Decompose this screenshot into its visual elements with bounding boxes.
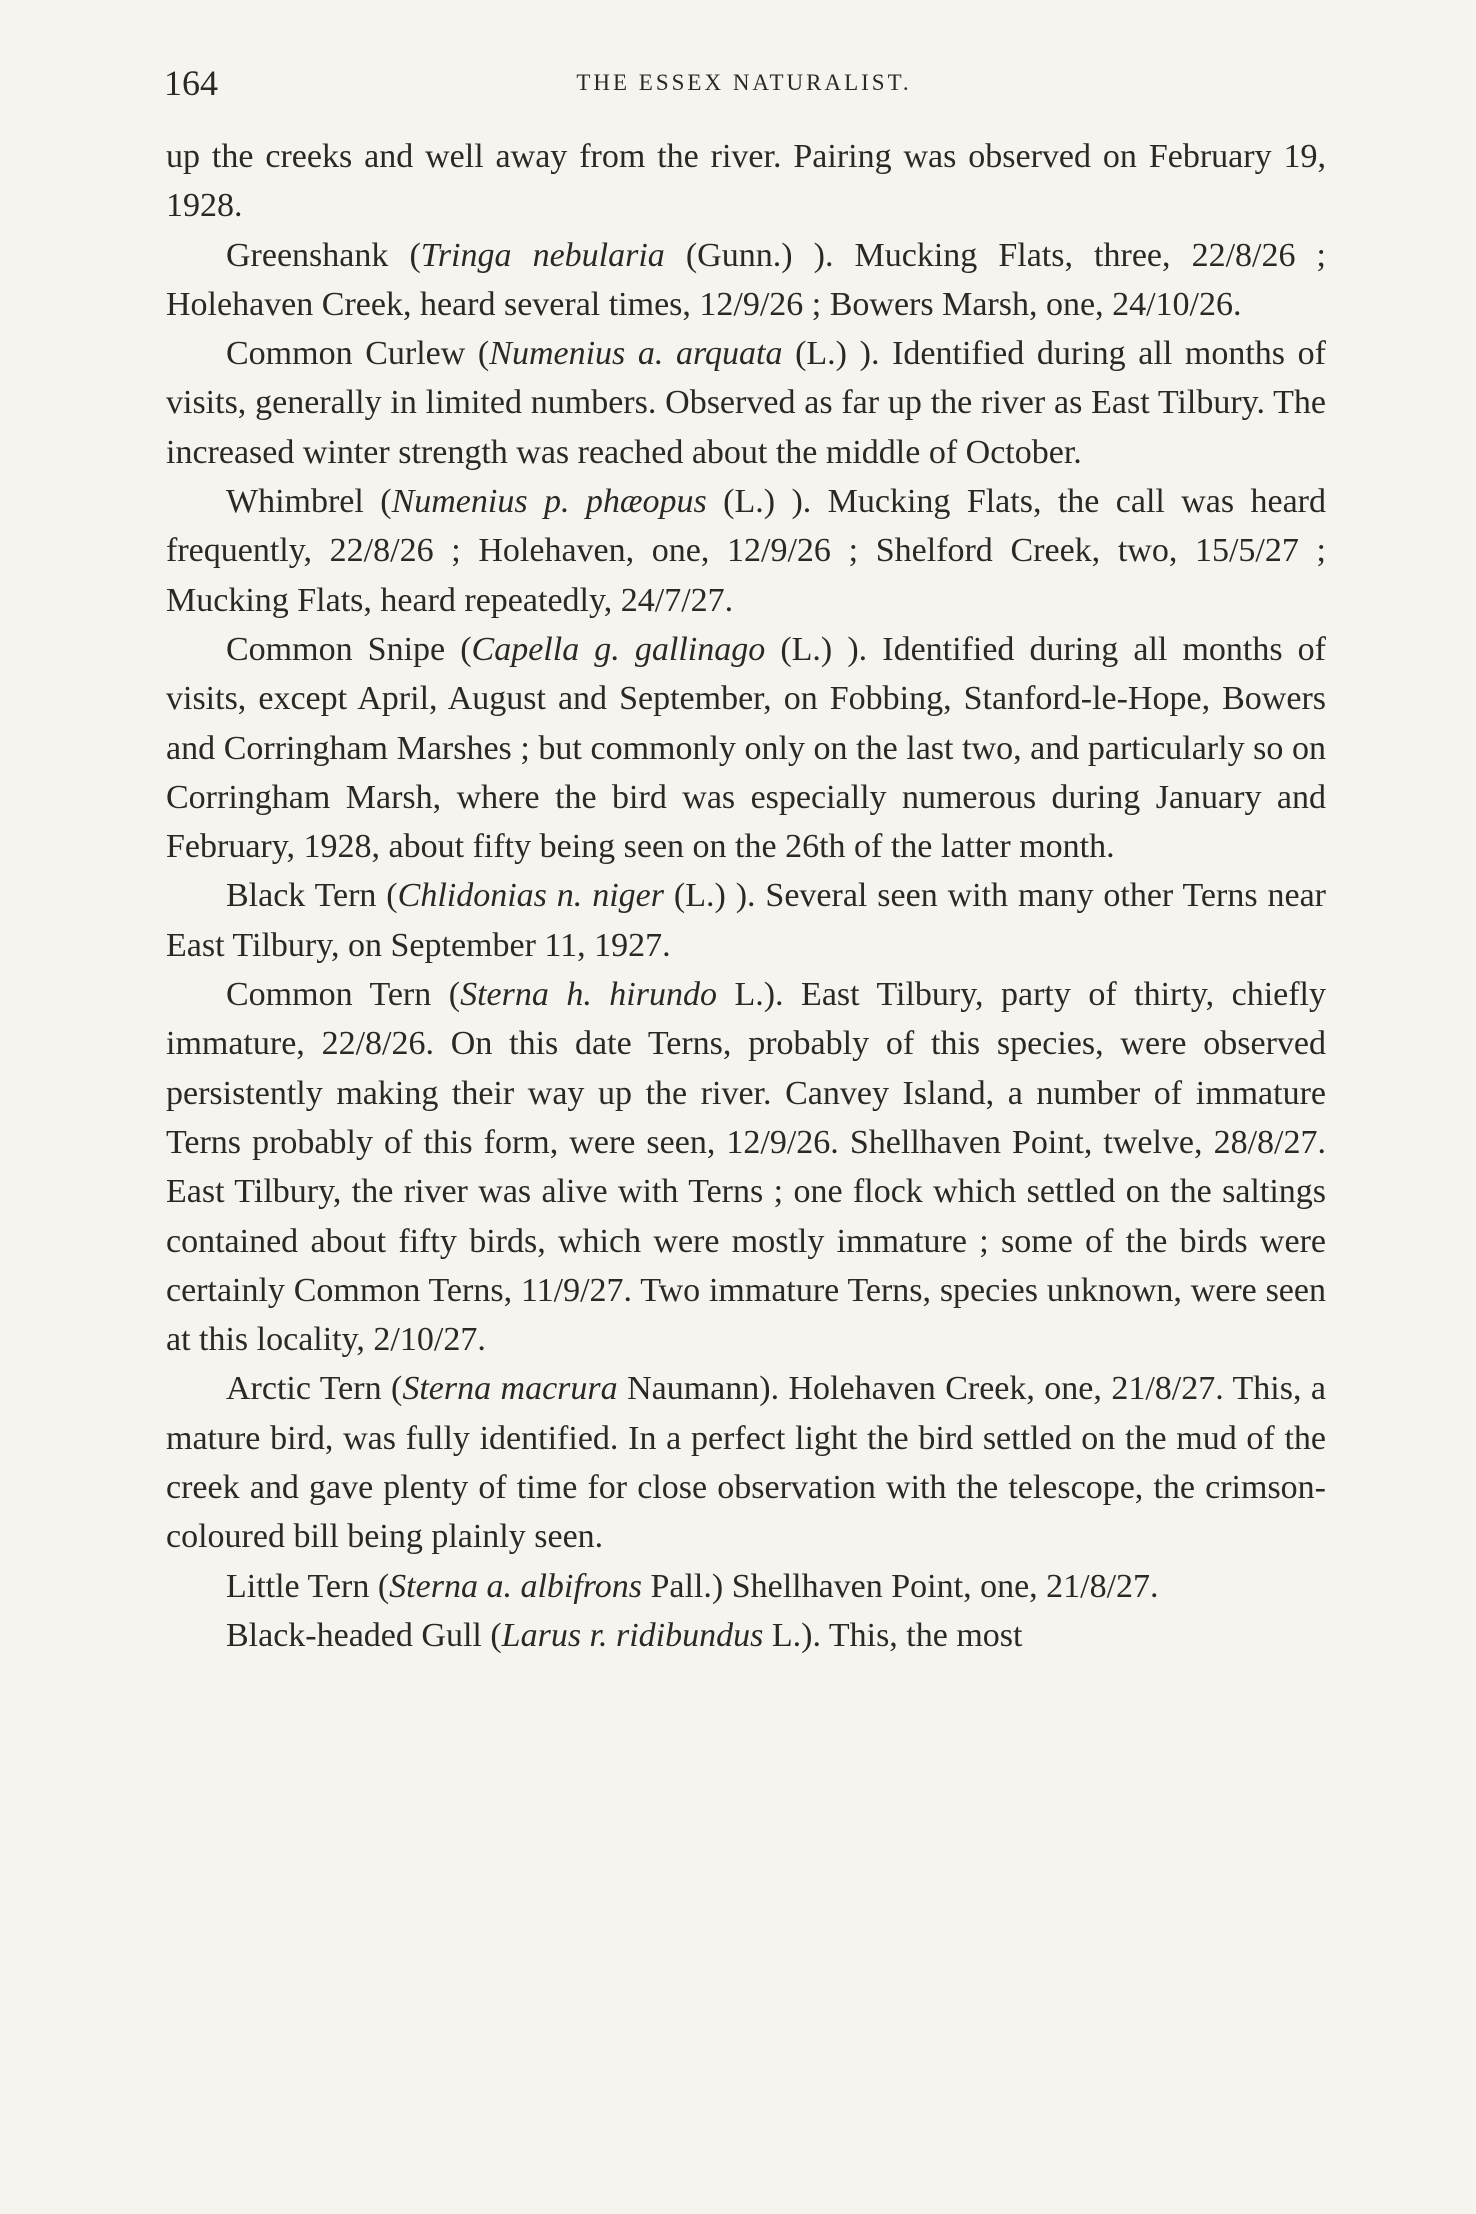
text-run: (L.) ). Several seen with many other Terns near East Tilbury, on September 11, 1927.	[166, 877, 1326, 964]
text-run: Arctic Tern (	[226, 1370, 403, 1408]
page-header	[164, 62, 1324, 112]
text-run: (L.) ). Identified during all months of visits, generally in limited numbers. Observed as far up the river as East Tilbury. The increased winter strength was reached about the middle of October.	[166, 335, 1326, 471]
paragraph	[166, 1562, 1326, 1611]
species-name: Numenius p. phæopus	[391, 483, 707, 521]
species-name: Sterna macrura	[402, 1370, 618, 1408]
page-number: 164	[164, 63, 218, 103]
running-head: THE ESSEX NATURALIST.	[576, 70, 912, 95]
text-run: Black Tern (	[226, 877, 398, 915]
text-run: Naumann). Holehaven Creek, one, 21/8/27. This, a mature bird, was fully identified. In a perfect light the bird settled on the mud of the creek and gave plenty of time for close observation with the telescope, the crimson-coloured bill being plainly seen.	[166, 1370, 1326, 1556]
text-run: L.). This, the most	[763, 1616, 1023, 1654]
paragraph	[166, 970, 1326, 1364]
paragraph	[166, 477, 1326, 625]
body-text	[166, 132, 1326, 1660]
paragraph	[166, 132, 1326, 231]
text-run: Pall.) Shellhaven Point, one, 21/8/27.	[641, 1567, 1159, 1605]
paragraph	[166, 625, 1326, 871]
paragraph	[166, 871, 1326, 970]
species-name: Sterna h. hirundo	[460, 976, 717, 1014]
text-run: L.). East Tilbury, party of thirty, chiefly immature, 22/8/26. On this date Terns, probably of this species, were observed persistently making their way up the river. Canvey Island, a number of immature Terns probably of this form, were seen, 12/9/26. Shellhaven Point, twelve, 28/8/27. East Tilbury, the river was alive with Terns ; one flock which settled on the saltings contained about fifty birds, which were mostly immature ; some of the birds were certainly Common Terns, 11/9/27. Two immature Terns, species unknown, were seen at this locality, 2/10/27.	[166, 976, 1326, 1359]
paragraph	[166, 329, 1326, 477]
text-run: Common Curlew (	[226, 335, 490, 373]
paragraph	[166, 231, 1326, 330]
species-name: Capella g. gallinago	[471, 630, 766, 668]
species-name: Numenius a. arquata	[489, 335, 783, 373]
text-run: Black-headed Gull (	[226, 1616, 502, 1654]
text-run: Common Tern (	[226, 976, 461, 1014]
text-run: (L.) ). Identified during all months of visits, except April, August and September, on Fobbing, Stanford-le-Hope, Bowers and Corringham Marshes ; but commonly only on the last two, and particularly so on Corringham Marsh, where the bird was especially numerous during January and February, 1928, about fifty being seen on the 26th of the latter month.	[166, 630, 1326, 866]
text-run: Common Snipe (	[226, 630, 472, 668]
text-run: (L.) ). Mucking Flats, the call was heard frequently, 22/8/26 ; Holehaven, one, 12/9/26 ; Shelford Creek, two, 15/5/27 ; Mucking Flats, heard repeatedly, 24/7/27.	[166, 483, 1326, 619]
text-run: Greenshank (	[226, 236, 421, 274]
species-name: Sterna a. albifrons	[389, 1567, 642, 1605]
text-run: Whimbrel (	[226, 483, 392, 521]
species-name: Tringa nebularia	[420, 236, 665, 274]
species-name: Larus r. ridibundus	[501, 1616, 764, 1654]
text-run: up the creeks and well away from the river. Pairing was observed on February 19, 1928.	[166, 138, 1326, 225]
species-name: Chlidonias n. niger	[397, 877, 664, 915]
text-run: (Gunn.) ). Mucking Flats, three, 22/8/26 ; Holehaven Creek, heard several times, 12/9/26 ; Bowers Marsh, one, 24/10/26.	[166, 236, 1326, 323]
text-run: Little Tern (	[226, 1567, 390, 1605]
paragraph	[166, 1611, 1326, 1660]
paragraph	[166, 1364, 1326, 1561]
